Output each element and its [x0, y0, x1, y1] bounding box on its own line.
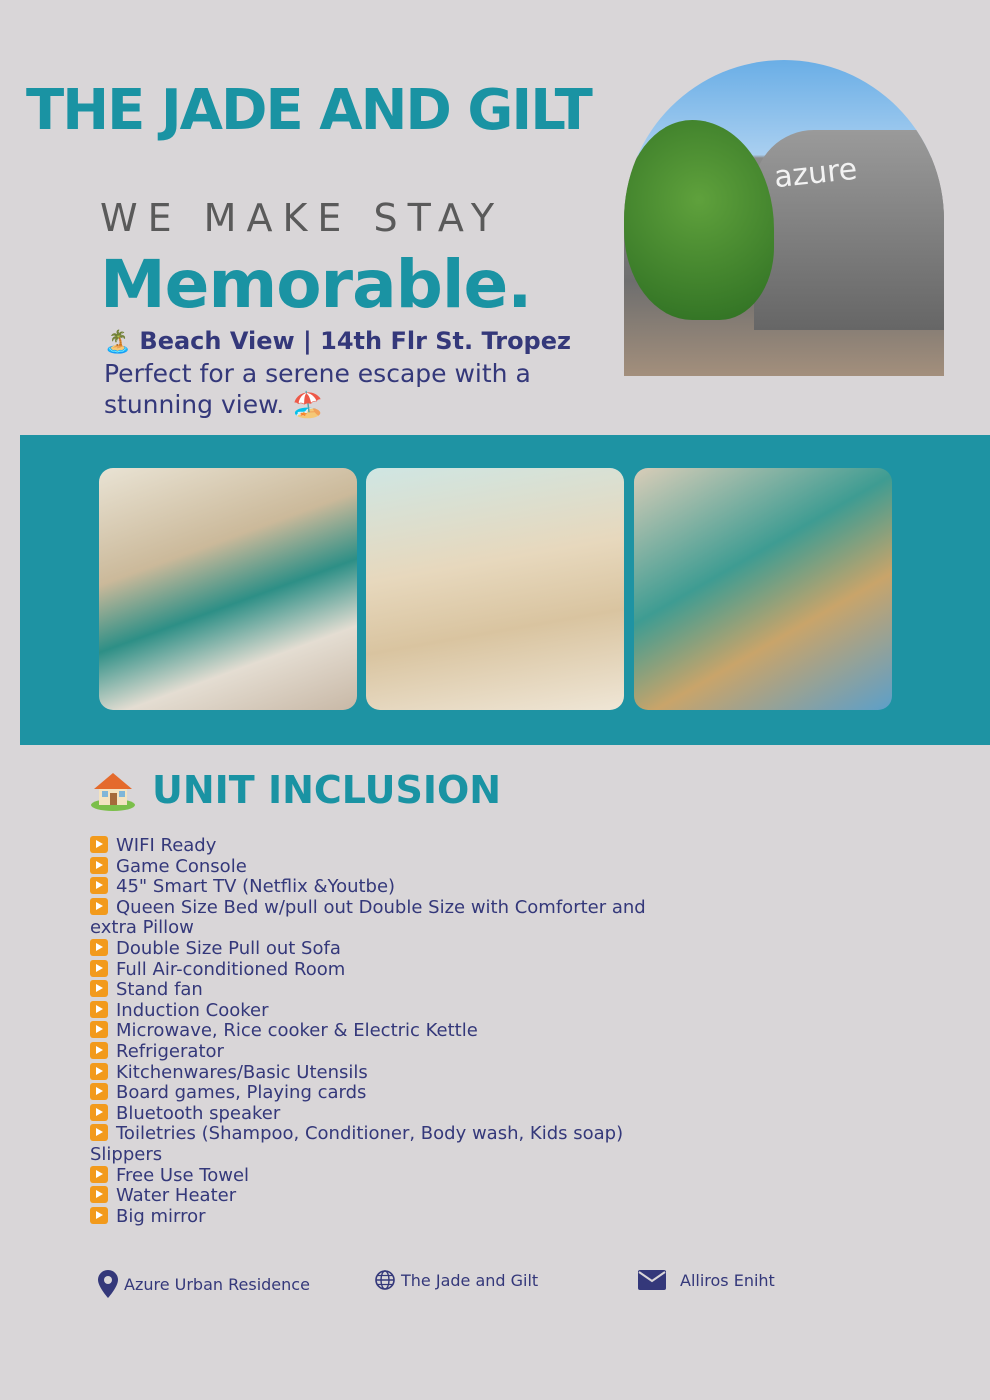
play-bullet-icon	[90, 980, 108, 997]
inclusion-item	[90, 1104, 650, 1125]
inclusion-item	[90, 1083, 650, 1104]
inclusion-item	[90, 960, 650, 981]
building-sign: azure	[772, 151, 859, 196]
inclusion-item-text: WIFI Ready	[116, 835, 217, 856]
play-bullet-icon	[90, 1063, 108, 1080]
inclusion-item	[90, 1166, 650, 1187]
play-bullet-icon	[90, 836, 108, 853]
building-photo	[624, 60, 944, 376]
mail-icon	[638, 1270, 666, 1290]
footer-location	[98, 1270, 310, 1298]
inclusion-item-text: Free Use Towel	[116, 1164, 250, 1186]
inclusion-item	[90, 1042, 650, 1063]
inclusion-item-text: Bluetooth speaker	[116, 1102, 281, 1124]
inclusion-item-text: Game Console	[116, 855, 247, 877]
location-text: Azure Urban Residence	[124, 1274, 310, 1294]
inclusion-item-text: Induction Cooker	[116, 999, 269, 1021]
inclusion-item	[90, 898, 650, 939]
inclusion-item-text: Microwave, Rice cooker & Electric Kettle	[116, 1020, 478, 1042]
play-bullet-icon	[90, 1124, 108, 1141]
globe-icon	[375, 1270, 395, 1290]
play-bullet-icon	[90, 1083, 108, 1100]
brand-title: THE JADE AND GILT	[26, 78, 591, 143]
dining-photo	[634, 468, 892, 710]
inclusion-item	[90, 1186, 650, 1207]
inclusion-item-text: Stand fan	[116, 979, 203, 1001]
play-bullet-icon	[90, 939, 108, 956]
contact-text: Alliros Eniht	[680, 1270, 775, 1290]
tree-shape	[624, 120, 774, 320]
play-bullet-icon	[90, 857, 108, 874]
inclusion-item	[90, 1124, 650, 1165]
inclusion-list	[90, 836, 650, 1227]
description-text: Perfect for a serene escape with a stunning view.	[104, 359, 531, 419]
beach-umbrella-icon: 🏖️	[292, 390, 324, 419]
play-bullet-icon	[90, 898, 108, 915]
play-bullet-icon	[90, 1186, 108, 1203]
inclusion-item	[90, 836, 650, 857]
subline	[104, 327, 571, 355]
sofa-photo	[366, 468, 624, 710]
play-bullet-icon	[90, 1166, 108, 1183]
inclusion-item	[90, 980, 650, 1001]
description	[104, 358, 584, 420]
footer-website	[375, 1270, 538, 1290]
website-text: The Jade and Gilt	[401, 1270, 539, 1290]
location-pin-icon	[98, 1270, 118, 1298]
play-bullet-icon	[90, 1207, 108, 1224]
inclusion-item	[90, 857, 650, 878]
subline-text: Beach View | 14th Flr St. Tropez	[139, 327, 571, 355]
play-bullet-icon	[90, 1001, 108, 1018]
play-bullet-icon	[90, 1021, 108, 1038]
inclusion-item-text: Water Heater	[116, 1185, 237, 1207]
inclusion-item-text: Kitchenwares/Basic Utensils	[116, 1061, 368, 1083]
inclusion-item	[90, 1063, 650, 1084]
play-bullet-icon	[90, 1104, 108, 1121]
section-title	[90, 768, 501, 812]
inclusion-item	[90, 939, 650, 960]
palm-island-icon: 🏝️	[104, 330, 132, 355]
inclusion-item	[90, 1207, 650, 1228]
headline: Memorable.	[100, 246, 532, 323]
play-bullet-icon	[90, 1042, 108, 1059]
inclusion-item-text: Big mirror	[116, 1205, 206, 1227]
house-icon	[90, 769, 136, 811]
section-title-text: UNIT INCLUSION	[152, 768, 502, 812]
inclusion-item-text: Toiletries (Shampoo, Conditioner, Body wash, Kids soap) Slippers	[90, 1123, 624, 1165]
inclusion-item	[90, 1021, 650, 1042]
inclusion-item	[90, 877, 650, 898]
bedroom-photo	[99, 468, 357, 710]
play-bullet-icon	[90, 960, 108, 977]
inclusion-item-text: 45" Smart TV (Netflix &Youtbe)	[116, 876, 396, 898]
footer-contact	[638, 1270, 775, 1290]
inclusion-item	[90, 1001, 650, 1022]
play-bullet-icon	[90, 877, 108, 894]
inclusion-item-text: Board games, Playing cards	[116, 1082, 367, 1104]
tagline: WE MAKE STAY	[100, 196, 505, 240]
inclusion-item-text: Double Size Pull out Sofa	[116, 937, 341, 959]
inclusion-item-text: Queen Size Bed w/pull out Double Size with Comforter and extra Pillow	[90, 896, 646, 939]
inclusion-item-text: Full Air-conditioned Room	[116, 958, 346, 980]
inclusion-item-text: Refrigerator	[116, 1040, 224, 1062]
